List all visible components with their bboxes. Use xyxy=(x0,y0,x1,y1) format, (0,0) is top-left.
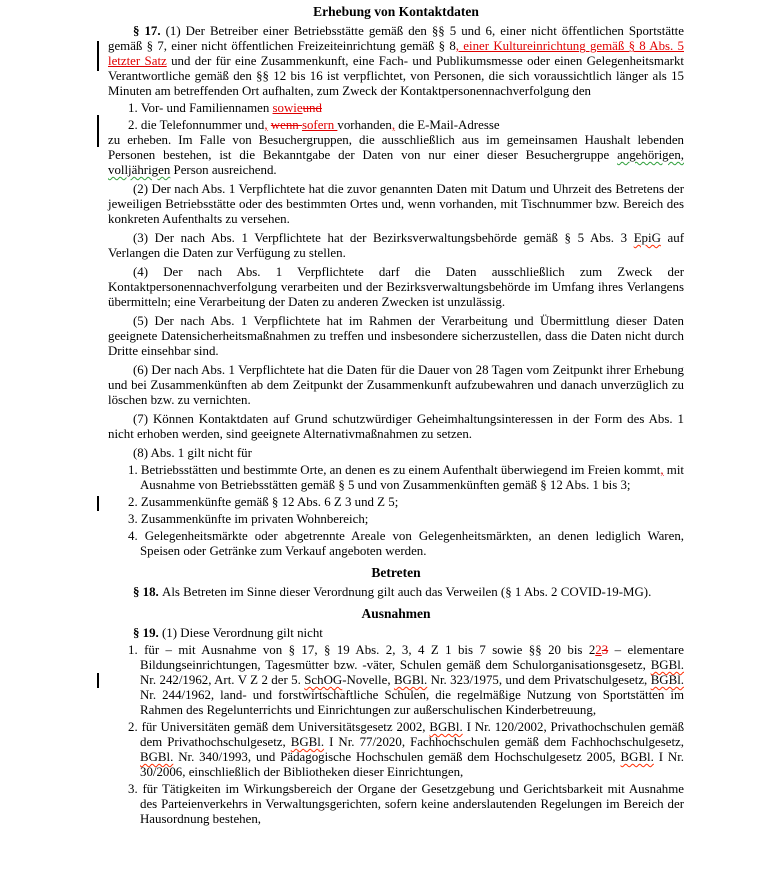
text-run: BGBl. xyxy=(620,750,654,764)
text-run: BGBl. xyxy=(650,658,684,672)
list-item xyxy=(128,529,684,559)
text-run: Zusammenkünfte gemäß § 12 Abs. 6 Z 3 und Z 5; xyxy=(140,495,399,509)
paragraph xyxy=(108,265,684,310)
list-number: 2. xyxy=(128,118,141,132)
text-run: -Novelle, xyxy=(342,673,394,687)
change-bar xyxy=(97,673,99,688)
paragraph xyxy=(108,314,684,359)
text-run: , xyxy=(660,463,664,477)
text-run: für Universitäten gemäß dem Universitätsgesetz 2002, xyxy=(141,720,430,734)
text-run: (1) Diese Verordnung gilt nicht xyxy=(162,626,323,640)
list-item xyxy=(128,118,684,133)
text-run: I Nr. 77/2020, Fachhochschulen gemäß dem Fachhochschulgesetz, xyxy=(324,735,684,749)
change-bar xyxy=(97,496,99,511)
list-number: 4. xyxy=(128,529,145,543)
text-run: BGBl. xyxy=(290,735,325,749)
text-run: SchOG xyxy=(304,673,343,687)
list-number: 2. xyxy=(128,720,142,734)
text-run: § 18. xyxy=(133,585,163,599)
text-run: (2) Der nach Abs. 1 Verpflichtete hat die zuvor genannten Daten mit Datum und Uhrzeit des Betretens der jeweiligen Betriebsstätte oder des bestimmten Ortes und, wenn vorhanden, mit Tischnummer bzw. Bereich des konkreten Aufenthalts zu versehen. xyxy=(108,182,684,226)
text-run: und der für eine Zusammenkunft, eine Fach- und Publikumsmesse oder einen Gelegenheitsmarkt Verantwortliche gemäß den §§ 12 bis 16 ist verpflichtet, von Personen, die sich voraussichtlich länger als 15 Minuten am betreffenden Ort aufhalten, zum Zweck der Kontaktpersonennachverfolgung den xyxy=(108,54,684,98)
text-run: (7) Können Kontaktdaten auf Grund schutzwürdiger Geheimhaltungsinteressen in der Form des Abs. 1 nicht erhoben werden, sind geeignete Alternativmaßnahmen zu setzen. xyxy=(108,412,684,441)
text-run: (5) Der nach Abs. 1 Verpflichtete hat im Rahmen der Verarbeitung und Übermittlung dieser Daten geeignete Datensicherheitsmaßnahmen zu treffen und insbesondere sicherzustellen, dass die Daten nicht durch Dritte einsehbar sind. xyxy=(108,314,684,358)
section-heading: Betreten xyxy=(371,565,421,580)
text-run: 3 xyxy=(601,643,609,657)
paragraph xyxy=(108,585,684,600)
paragraph xyxy=(108,446,684,461)
text-run: BGBl. xyxy=(429,720,463,734)
text-run: § 17. xyxy=(133,24,166,38)
text-run: – elementare Bildungseinrichtungen, Tagesmütter bzw. -väter, Schulen gemäß dem Schulorganisationsgesetz, xyxy=(140,643,684,672)
text-run: (1) Der Betreiber einer Betriebsstätte gemäß den §§ 5 und 6, einer nicht öffentlichen Sportstätte gemäß § 7, einer nicht öffentlichen Freizeiteinrichtung gemäß § 8 xyxy=(108,24,684,53)
text-run: auf Verlangen die Daten zur Verfügung zu stellen. xyxy=(108,231,684,260)
list-number: 2. xyxy=(128,495,141,509)
text-run: I Nr. 120/2002, Privathochschulen gemäß dem Privathochschulgesetz, xyxy=(140,720,685,749)
paragraph xyxy=(108,133,684,178)
list-number: 1. xyxy=(128,643,145,657)
text-run: , xyxy=(391,118,396,132)
paragraph xyxy=(108,626,684,641)
text-run: sofern xyxy=(301,118,338,132)
text-run: zu erheben. Im Falle von Besuchergruppen, die ausschließlich aus im gemeinsamen Haushalt lebenden Personen bestehen, ist die Bekanntgabe der Daten von nur einer dieser Besuchergruppe xyxy=(108,133,684,162)
list-item xyxy=(128,463,684,493)
list-number: 3. xyxy=(128,512,141,526)
text-run: EpiG xyxy=(633,231,661,245)
paragraph xyxy=(108,182,684,227)
list-item xyxy=(128,495,684,510)
paragraph xyxy=(108,231,684,261)
text-run: die Telefonnummer und xyxy=(140,118,265,132)
text-run: 2 xyxy=(595,643,602,657)
list-item xyxy=(128,101,684,116)
text-run: (4) Der nach Abs. 1 Verpflichtete darf die Daten ausschließlich zum Zweck der Kontaktpersonennachverfolgung verarbeiten und der Bezirksverwaltungsbehörde im Umfang ihres Verlangens übermitteln; eine Verarbeitung der Daten zu anderen Zwecken ist unzulässig. xyxy=(108,265,684,309)
section-heading: Ausnahmen xyxy=(361,606,431,621)
text-run: Als Betreten im Sinne dieser Verordnung gilt auch das Verweilen (§ 1 Abs. 2 COVID-19-MG). xyxy=(162,585,652,599)
text-run: Gelegenheitsmärkte oder abgetrennte Areale von Gelegenheitsmärkten, an denen lediglich Waren, Speisen oder Getränke zum Verkauf angeboten werden. xyxy=(140,529,684,558)
text-run: Nr. 340/1993, und Pädagogische Hochschulen gemäß dem Hochschulgesetz 2005, xyxy=(173,750,621,764)
paragraph xyxy=(108,24,684,99)
list-item xyxy=(128,782,684,827)
document-content xyxy=(108,4,684,827)
text-run: die E-Mail-Adresse xyxy=(395,118,500,132)
text-run: sowie xyxy=(272,101,303,115)
text-run: BGBl. xyxy=(140,750,174,764)
text-run: BGBl. xyxy=(393,673,428,687)
text-run: , xyxy=(264,118,268,132)
text-run: (3) Der nach Abs. 1 Verpflichtete hat der Bezirksverwaltungsbehörde gemäß § 5 Abs. 3 xyxy=(133,231,634,245)
text-run: und xyxy=(302,101,322,115)
text-run: vorhanden xyxy=(337,118,392,132)
text-run: mit Ausnahme von Betriebsstätten gemäß § 5 und von Zusammenkünften gemäß § 12 Abs. 1 bis 3; xyxy=(140,463,684,492)
text-run: Nr. 242/1962, Art. V Z 2 der 5. xyxy=(140,673,305,687)
text-run: angehörigen, xyxy=(617,148,684,162)
list-number: 1. xyxy=(128,101,141,115)
text-run: wenn xyxy=(270,118,302,132)
paragraph xyxy=(108,363,684,408)
text-run: Nr. 323/1975, und dem Privatschulgesetz, xyxy=(427,673,651,687)
paragraph xyxy=(108,412,684,442)
section-heading: Erhebung von Kontaktdaten xyxy=(313,4,479,19)
text-run: Vor- und Familiennamen xyxy=(140,101,273,115)
text-run: volljährigen xyxy=(108,163,171,177)
text-run: (6) Der nach Abs. 1 Verpflichtete hat die Daten für die Dauer von 28 Tagen vom Zeitpunkt ihrer Erhebung und bei Zusammenkünften ab dem Zeitpunkt der Zusammenkunft aufzubewahren und danach unverzüglich zu löschen bzw. zu vernichten. xyxy=(108,363,684,407)
list-item xyxy=(128,643,684,718)
text-run: § 19. xyxy=(133,626,163,640)
text-run: I Nr. 30/2006, einschließlich der Bibliotheken dieser Einrichtungen, xyxy=(140,750,685,779)
change-bar xyxy=(97,115,99,147)
text-run: Zusammenkünfte im privaten Wohnbereich; xyxy=(140,512,369,526)
list-number: 3. xyxy=(128,782,143,796)
text-run: für Tätigkeiten im Wirkungsbereich der Organe der Gesetzgebung und Gerichtsbarkeit mit Ausnahme des Parteienverkehrs in Verwaltungsgerichten, sofern keine anderslautenden Regelungen im Bereich der Hausordnung bestehen, xyxy=(140,782,684,826)
text-run: Person ausreichend. xyxy=(170,163,277,177)
list-item xyxy=(128,512,684,527)
change-bar xyxy=(97,41,99,71)
text-run: für – mit Ausnahme von § 17, § 19 Abs. 2, 3, 4 Z 1 bis 7 sowie §§ 20 bis 2 xyxy=(144,643,596,657)
text-run: BGBl. xyxy=(650,673,684,687)
text-run: Nr. 244/1962, land- und forstwirtschaftliche Schulen, die regelmäßige Nutzung von Sportstätten im Rahmen des Regelunterrichts und Einrichtungen zur außerschulischen Kinderbetreuung, xyxy=(140,688,684,717)
text-run: (8) Abs. 1 gilt nicht für xyxy=(133,446,252,460)
text-run: , einer Kultureinrichtung gemäß § 8 Abs. 5 letzter Satz xyxy=(108,39,684,68)
list-number: 1. xyxy=(128,463,141,477)
text-run: Betriebsstätten und bestimmte Orte, an denen es zu einem Aufenthalt überwiegend im Freien kommt xyxy=(140,463,661,477)
list-item xyxy=(128,720,685,780)
